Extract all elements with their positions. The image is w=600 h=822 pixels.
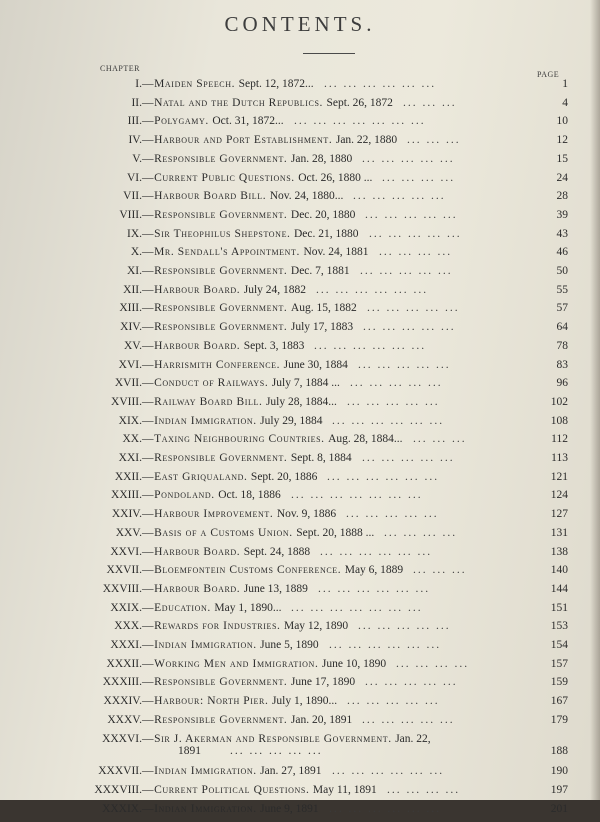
dot-leader: ... ... ... ... ... ... [314,339,427,352]
chapter-title: —Maiden Speech. Sept. 12, 1872... [142,78,314,90]
chapter-date: Oct. 31, 1872... [212,115,284,128]
contents-row [0,190,600,209]
chapter-title: —Harbour Board. Sept. 24, 1888 [142,545,311,558]
chapter-number: XI. [126,265,142,277]
chapter-title: —Polygamy. Oct. 31, 1872... [142,115,284,128]
contents-row [0,172,600,191]
chapter-number: XXXV. [107,713,142,726]
page-number: 131 [550,526,568,539]
chapter-title: —Responsible Government. Aug. 15, 1882 [142,302,357,315]
chapter-date: Oct. 26, 1880 ... [298,171,373,184]
chapter-title: —Harbour and Port Establishment. Jan. 22, 1880 [142,134,398,147]
chapter-number: II. [131,96,142,109]
chapter-date: May 12, 1890 [283,620,349,633]
contents-row [0,639,600,658]
chapter-date: May 11, 1891 [312,783,377,796]
chapter-number: XXXIII. [102,676,142,689]
page-number: 108 [550,414,568,427]
chapter-date: July 1, 1890... [271,695,338,708]
chapter-title: —Responsible Government. Sept. 8, 1884 [142,452,352,464]
dot-leader: ... ... ... ... [384,526,458,539]
dot-leader: ... ... ... ... [382,171,456,184]
page-number: 159 [550,676,568,689]
page-number: 78 [556,339,568,352]
contents-row [0,115,600,134]
contents-row [0,396,600,415]
page-number: 112 [551,433,568,446]
chapter-date: Oct. 18, 1886 [218,489,281,502]
dot-leader: ... ... ... [407,134,461,147]
dot-leader: ... ... ... [413,564,467,577]
page-number: 113 [551,452,568,464]
page-number: 154 [550,639,568,651]
chapter-date: Sept. 24, 1888 [243,545,311,558]
chapter-date: July 24, 1882 [243,283,307,296]
page-number: 28 [556,190,568,203]
chapter-number: XIX. [118,414,142,427]
page-number: 43 [556,227,568,240]
chapter-number: XX. [122,433,142,446]
chapter-title: —Natal and the Dutch Republics. Sept. 26, 1872 [142,96,393,109]
chapter-number: I. [135,78,142,90]
page-number: 50 [556,265,568,277]
dot-leader: ... ... ... ... ... ... ... [291,601,423,614]
page-number: 55 [556,283,568,296]
chapter-date: Sept. 20, 1886 [250,470,318,483]
chapter-date: Nov. 24, 1880... [269,190,344,203]
chapter-date: Jan. 22, 1880 [335,134,398,147]
page-number: 1 [562,78,568,90]
chapter-number: XXVI. [110,545,142,558]
chapter-date: May 6, 1889 [344,564,404,577]
page-number: 190 [550,765,568,778]
dot-leader: ... ... ... ... ... [369,227,462,240]
page-number: 10 [556,115,568,128]
chapter-date: Dec. 21, 1880 [294,227,359,240]
dot-leader: ... ... ... ... ... [230,744,323,757]
chapter-number: XXXIX. [102,802,142,815]
chapter-date: Jan. 27, 1891 [260,765,322,778]
chapter-title: —East Griqualand. Sept. 20, 1886 [142,470,318,483]
contents-row [0,134,600,153]
dot-leader: ... ... ... ... ... [365,208,458,221]
chapter-number: XXI. [118,452,142,464]
page-number: 57 [556,302,568,315]
chapter-title: —Indian Immigration. June 9, 1891 [142,802,319,815]
contents-row [0,246,600,265]
dot-leader: ... ... ... ... [396,657,470,670]
chapter-date: Sept. 26, 1872 [326,96,393,109]
contents-row [0,602,600,621]
contents-row [0,452,600,471]
chapter-title: —Pondoland. Oct. 18, 1886 [142,489,281,502]
dot-leader: ... ... ... ... ... ... [332,414,445,427]
dot-leader: ... ... ... ... ... [360,265,453,277]
page-number: 151 [550,601,568,614]
contents-row [0,433,600,452]
chapter-title: —Railway Board Bill. July 28, 1884... [142,395,337,408]
page-number: 153 [550,620,568,633]
contents-row [0,714,600,733]
chapter-number: VII. [123,190,142,203]
chapter-number: XXXIV. [103,695,142,708]
chapter-number: XXX. [114,620,142,633]
page-number: 188 [550,744,568,757]
chapter-number: XXV. [115,526,142,539]
contents-row [0,377,600,396]
page-number: 179 [550,713,568,726]
page-number: 127 [550,508,568,521]
chapter-date: July 28, 1884... [265,395,337,408]
chapter-number: X. [130,246,142,259]
dot-leader: ... ... ... [403,96,457,109]
contents-row [0,321,600,340]
chapter-date: Jan. 20, 1891 [290,713,353,726]
chapter-date: July 29, 1884 [260,414,323,427]
contents-row [0,564,600,583]
page-number: 46 [556,246,568,259]
chapter-number: XXVII. [106,564,142,577]
chapter-number: XVIII. [111,395,142,408]
chapter-number: III. [127,115,142,128]
chapter-title: —Indian Immigration. June 5, 1890 [142,639,319,651]
dot-leader: ... ... ... ... ... ... [329,802,442,815]
chapter-number: XXXVIII. [94,783,142,796]
chapter-number: XV. [123,339,142,352]
chapter-number: XXIV. [111,508,142,521]
chapter-date: June 13, 1889 [243,582,308,595]
contents-row [0,228,600,247]
contents-row [0,359,600,378]
chapter-title: —Current Political Questions. May 11, 1891 [142,783,377,796]
chapter-title: —Harbour: North Pier. July 1, 1890... [142,695,338,708]
dot-leader: ... ... ... ... ... [358,358,451,371]
page-number: 4 [562,96,568,109]
chapter-title: —Responsible Government. June 17, 1890 [142,676,356,689]
page-number: 64 [556,321,568,334]
dot-leader: ... ... ... ... ... [365,676,458,689]
chapter-date: Sept. 20, 1888 ... [296,526,375,539]
contents-row [0,97,600,116]
page-number: 201 [550,802,568,815]
chapter-title: —Bloemfontein Customs Conference. May 6, 1889 [142,564,404,577]
dot-leader: ... ... ... ... ... ... [332,765,445,778]
dot-leader: ... ... ... ... ... [347,395,440,408]
chapter-number: XXXVI. [102,732,142,745]
chapter-title: —Harbour Board. Sept. 3, 1883 [142,339,305,352]
chapter-date: Dec. 7, 1881 [290,265,350,277]
contents-row [0,265,600,284]
chapter-number: XXIII. [111,489,142,502]
page-number: 138 [550,545,568,558]
page-number: 24 [556,171,568,184]
dot-leader: ... ... ... ... ... [362,152,455,165]
contents-row [0,620,600,639]
contents-row [0,209,600,228]
page-number: 157 [550,657,568,670]
chapter-date: Aug. 28, 1884... [328,433,403,446]
chapter-date: Sept. 8, 1884 [290,452,352,464]
chapter-title: —Indian Immigration. July 29, 1884 [142,414,323,427]
dot-leader: ... ... ... ... ... ... ... [291,489,423,502]
chapter-title: —Responsible Government. July 17, 1883 [142,321,354,334]
page-number: 102 [550,395,568,408]
chapter-number: VI. [126,171,142,184]
chapter-title: —Harbour Board Bill. Nov. 24, 1880... [142,190,344,203]
chapter-date: Jan. 28, 1880 [290,152,353,165]
dot-leader: ... ... ... ... ... [350,377,443,390]
contents-row [0,284,600,303]
chapter-title: —Harbour Board. July 24, 1882 [142,283,307,296]
contents-row [0,415,600,434]
chapter-title: —Conduct of Railways. July 7, 1884 ... [142,377,340,390]
contents-row [0,508,600,527]
chapter-date-continuation: 1891 [178,744,201,757]
page-number: 121 [550,470,568,483]
chapter-title: —Basis of a Customs Union. Sept. 20, 1888 ... [142,526,375,539]
dot-leader: ... ... ... ... ... [358,620,451,633]
dot-leader: ... ... ... ... ... [346,508,439,521]
dot-leader: ... ... ... ... ... ... [320,545,433,558]
chapter-number: VIII. [119,208,142,221]
dot-leader: ... ... ... ... ... [362,713,455,726]
chapter-title: —Responsible Government. Dec. 7, 1881 [142,265,350,277]
chapter-column-header: CHAPTER [100,64,140,73]
chapter-number: V. [132,152,142,165]
chapter-number: XIV. [120,321,142,334]
chapter-date: July 7, 1884 ... [271,377,340,390]
chapter-number: IV. [128,134,142,147]
chapter-number: XXXVII. [98,765,142,778]
contents-row [0,489,600,508]
dot-leader: ... ... ... ... ... [362,452,455,464]
dot-leader: ... ... ... ... ... ... [324,78,437,90]
dot-leader: ... ... ... ... ... ... [329,639,442,651]
page-number: 124 [550,489,568,502]
page-number: 15 [556,152,568,165]
dot-leader: ... ... ... [413,433,467,446]
page-number: 144 [550,582,568,595]
chapter-date: June 9, 1891 [260,802,319,815]
contents-row [0,676,600,695]
dot-leader: ... ... ... ... ... ... [316,283,429,296]
contents-row [0,78,600,97]
page-number: 96 [556,377,568,390]
contents-row [0,583,600,602]
title-rule [303,53,355,54]
dot-leader: ... ... ... ... ... ... ... [294,115,426,128]
chapter-number: XXII. [114,470,142,483]
chapter-title: —Rewards for Industries. May 12, 1890 [142,620,349,633]
contents-row [0,658,600,677]
chapter-number: XXVIII. [102,582,142,595]
page-number: 140 [550,564,568,577]
chapter-title: —Working Men and Immigration. June 10, 1890 [142,657,387,670]
dot-leader: ... ... ... ... ... [367,302,460,315]
chapter-date: June 10, 1890 [321,657,387,670]
chapter-title: —Mr. Sendall's Appointment. Nov. 24, 1881 [142,246,369,259]
contents-row [0,302,600,321]
chapter-number: XXIX. [110,601,142,614]
chapter-number: XII. [123,283,142,296]
chapter-title: —Current Public Questions. Oct. 26, 1880 ... [142,171,373,184]
page-number: 167 [550,695,568,708]
page-number: 197 [550,783,568,796]
contents-row [0,471,600,490]
chapter-title: —Harbour Improvement. Nov. 9, 1886 [142,508,337,521]
chapter-title: —Responsible Government. Dec. 20, 1880 [142,208,356,221]
dot-leader: ... ... ... ... [379,246,453,259]
chapter-title: —Taxing Neighbouring Countries. Aug. 28, 1884... [142,433,403,446]
contents-row [0,765,600,784]
chapter-date: Dec. 20, 1880 [290,208,356,221]
chapter-date: July 17, 1883 [290,321,354,334]
chapter-title: —Responsible Government. Jan. 20, 1891 [142,713,353,726]
contents-row [0,695,600,714]
contents-row [0,340,600,359]
chapter-title: —Harrismith Conference. June 30, 1884 [142,358,348,371]
contents-row [0,732,600,757]
page-number: 12 [556,134,568,147]
page-title: CONTENTS. [224,12,376,36]
chapter-date: Nov. 24, 1881 [303,246,369,259]
chapter-number: IX. [126,227,142,240]
chapter-date: Sept. 3, 1883 [243,339,305,352]
chapter-date: June 5, 1890 [260,639,319,651]
chapter-number: XVI. [118,358,142,371]
chapter-date: May 1, 1890... [214,601,282,614]
chapter-date: June 30, 1884 [283,358,348,371]
chapter-date: June 17, 1890 [290,676,356,689]
chapter-title: —Harbour Board. June 13, 1889 [142,582,308,595]
contents-row [0,803,600,822]
contents-row [0,546,600,565]
chapter-date: Nov. 9, 1886 [276,508,337,521]
chapter-number: XIII. [119,302,142,315]
page-column-header: PAGE [537,70,560,79]
chapter-title: —Indian Immigration. Jan. 27, 1891 [142,765,322,778]
dot-leader: ... ... ... ... ... ... [327,470,440,483]
chapter-number: XVII. [114,377,142,390]
dot-leader: ... ... ... ... ... [363,321,456,334]
contents-row [0,784,600,803]
chapter-number: XXXI. [110,639,142,651]
dot-leader: ... ... ... ... ... [353,190,446,203]
chapter-title: —Education. May 1, 1890... [142,601,282,614]
chapter-title: —Sir J. Akerman and Responsible Government. Jan. 22, [142,732,431,745]
contents-row [0,527,600,546]
chapter-title: —Responsible Government. Jan. 28, 1880 [142,152,353,165]
chapter-title: —Sir Theophilus Shepstone. Dec. 21, 1880 [142,227,359,240]
contents-row [0,153,600,172]
chapter-date: Jan. 22, [395,732,431,745]
chapter-date: Sept. 12, 1872... [238,78,314,90]
dot-leader: ... ... ... ... ... [347,695,440,708]
chapter-number: XXXII. [106,657,142,670]
chapter-date: Aug. 15, 1882 [290,302,357,315]
dot-leader: ... ... ... ... ... ... [318,582,431,595]
dot-leader: ... ... ... ... [387,783,461,796]
page-number: 83 [556,358,568,371]
page-number: 39 [556,208,568,221]
